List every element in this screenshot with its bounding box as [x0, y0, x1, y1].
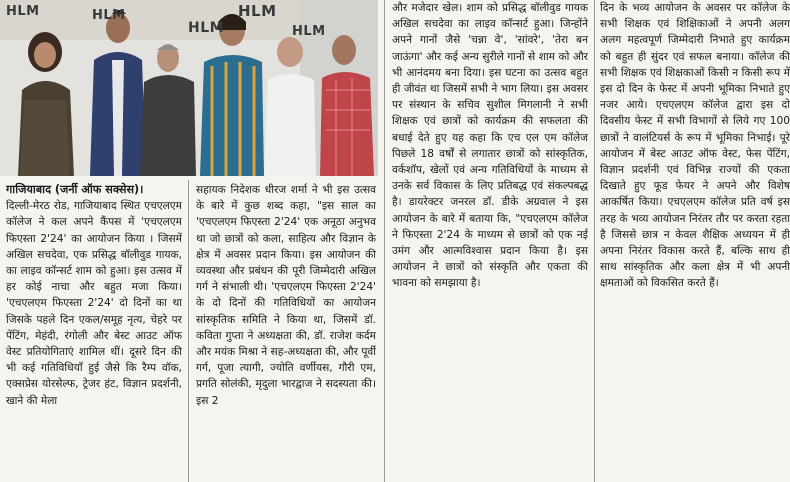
column-4-text: दिन के भव्य आयोजन के अवसर पर कॉलेज के सभी शिक्षक एवं शिक्षिकाओं ने अपनी अलग अलग महत्वपूर्ण जिम्मेदारी निभाते हुए कार्यक्रम को बहुत ही सुंदर एवं सफल बनाया। कॉलेज की सभी शिक्षक एवं शिक्षकाओं किसी न किसी रूप में इस दो दिन के फेस्ट में अपनी भूमिका निभाते हुए नजर आये। एचएलएम कॉलेज द्वारा इस दो दिवसीय फेस्ट में सभी विभागों से लिये गए 100 छात्रों ने वालंटियर्स के रूप में भूमिका निभाई। पूरे आयोजन में बेस्ट आउट ऑफ वेस्ट, फेस पेंटिंग, विज्ञान प्रदर्शनी एवं विभिन्न राज्यों की एकता दिखाते हुए फूड फेयर ने अपने और विशेष आकर्षित किया। एचएलएम कॉलेज प्रति वर्ष इस तरह के भव्य आयोजन निरंतर तौर पर करता रहता है जिससे छात्र न केवल शैक्षिक अध्ययन में ही अपना निरंतर विकास करते हैं, बल्कि साथ ही साथ सांस्कृतिक और कला क्षेत्र में भी अपनी क्षमताओं को विकसित करते हैं। [600, 2, 790, 290]
column-1-text: दिल्ली-मेरठ रोड, गाजियाबाद स्थित एचएलएम कॉलेज ने कल अपने कैंपस में 'एचएलएम फिएस्ता 2'24' का आयोजन किया । जिसमें अखिल सचदेवा, एक प्रसिद्ध बॉलीवुड गायक, का लाइव कॉन्सर्ट शाम को हुआ। इस उत्सव में हर कोई नाचा और बहुत मजा किया। 'एचएलएम फिएस्ता 2'24' दो दिनों का था जिसके पहले दिन एकल/समूह नृत्य, चेहरे पर पेंटिंग, मेहंदी, रंगोली और बेस्ट आउट ऑफ वेस्ट प्रतियोगिताएं शामिल थीं। दूसरे दिन की भी कई गतिविधियाँ हुई जैसे कि रैम्प वॉक, एक्सप्रेस योरसेल्फ, ट्रेजर हंट, विज्ञान प्रदर्शनी, खाने की मेला [6, 200, 182, 407]
article-column-2 [196, 182, 376, 482]
article-column-1 [6, 182, 182, 482]
column-2-text: सहायक निदेशक धीरज शर्मा ने भी इस उत्सव के बारे में कुछ शब्द कहा, "इस साल का 'एचएलएम फिएस्ता 2'24' एक अनूठा अनुभव था जो छात्रों को कला, साहित्य और विज्ञान के क्षेत्र में अवसर प्रदान किया। इस आयोजन की व्यवस्था और प्रबंधन की पूरी जिम्मेदारी अखिल गर्ग ने संभाली थी। 'एचएलएम फिएस्ता 2'24' के दो दिनों की गतिविधियों का आयोजन सांस्कृतिक समिति ने किया था, जिसमें डॉ. कविता गुप्ता ने अध्यक्षता की, डॉ. राजेश कर्दम और मयंक मिश्रा ने सह-अध्यक्षता की, और पूर्वी गर्ग, पूजा त्यागी, ज्योति वर्णीयस, गौरी एम, प्रगति सोलंकी, मृदुला भारद्वाज ने सदस्यता की। इस 2 [196, 184, 376, 407]
column-divider [384, 0, 385, 482]
banner-logo-text: HLM [292, 24, 326, 39]
column-divider [188, 180, 189, 482]
event-photo [0, 0, 378, 176]
banner-logo-text: HLM [188, 20, 225, 36]
banner-logo-text: HLM [6, 4, 40, 19]
column-3-text: और मजेदार खेल। शाम को प्रसिद्ध बॉलीवुड गायक अखिल सचदेवा का लाइव कॉन्सर्ट हुआ। जिन्होंने अपने गानों जैसे 'चन्ना वे', 'सांवरे', 'तेरा बन जाऊंगा' और कई अन्य सुरीले गानों से शाम को और भी आनंदमय बना दिया। इस घटना का उत्सव बहुत ही जीवंत था जिसमें सभी ने भाग लिया। इस अवसर पर संस्थान के सचिव सुशील मिगलानी ने सभी शिक्षक एवं छात्रों को कार्यक्रम की सफलता की बधाई देते हुए यह कहा कि एच एल एम कॉलेज पिछले 18 वर्षों से लगातार छात्रों को सांस्कृतिक, वर्कशॉप, खेलों एवं अन्य गतिविधियों के माध्यम से उनके सर्व विकास के लिए प्रतिबद्ध एवं संकल्पबद्ध है। डायरेक्टर जनरल डॉ. डीके अग्रवाल ने इस आयोजन के बारे में बताया कि, "एचएलएम कॉलेज ने फिएस्ता 2'24 के माध्यम से छात्रों को एक नई उमंग और आत्मविश्वास प्रदान किया है। इस आयोजन ने छात्रों को संस्कृति और एकता की भावना को समझाया है। [392, 2, 588, 290]
article-column-4 [600, 0, 790, 482]
column-divider [594, 0, 595, 482]
dateline: गाजियाबाद (जर्नी ऑफ सक्सेस)। [6, 183, 144, 196]
banner-logo-text: HLM [92, 8, 126, 23]
banner-logo-text: HLM [238, 2, 277, 20]
article-column-3 [392, 0, 588, 482]
